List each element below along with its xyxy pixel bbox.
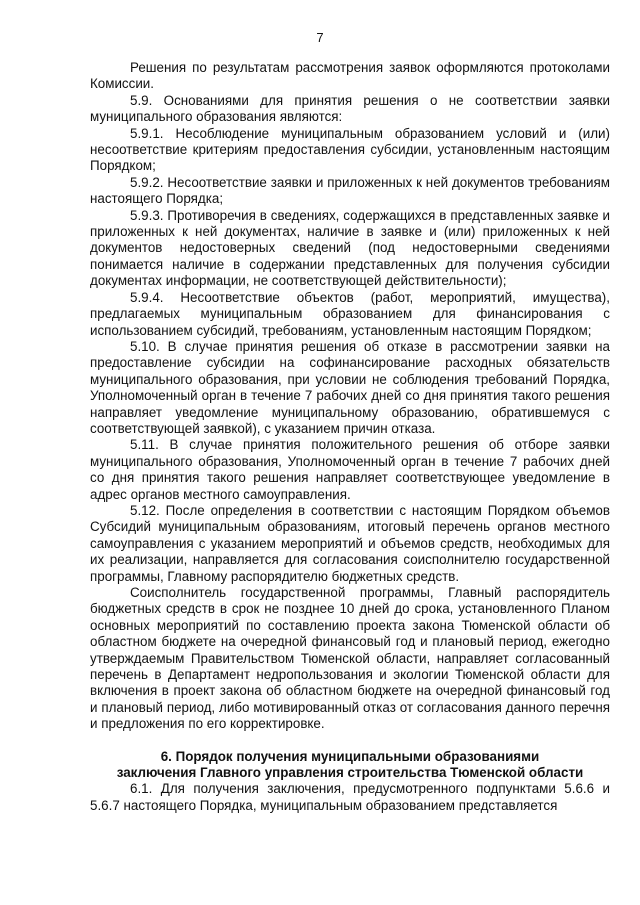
section-heading-line-1: 6. Порядок получения муниципальными образованиями: [160, 748, 540, 764]
document-body: [90, 60, 610, 814]
section-heading-line-2: заключения Главного управления строительства Тюменской области: [116, 765, 584, 781]
page-number: 7: [316, 30, 324, 45]
paragraph: 5.9. Основаниями для принятия решения о не соответствии заявки муниципального образования являются:: [90, 92, 610, 125]
paragraph: 5.9.2. Несоответствие заявки и приложенных к ней документов требованиям настоящего Порядка;: [90, 174, 610, 207]
paragraph: 5.9.1. Несоблюдение муниципальным образованием условий и (или) несоответствие критериям предоставления субсидии, установленным настоящим Порядком;: [90, 125, 610, 174]
paragraph: 5.11. В случае принятия положительного решения об отборе заявки муниципального образования, Уполномоченный орган в течение 7 рабочих дней со дня принятия такого решения направляет соответствующее уведомление в адрес органов местного самоуправления.: [90, 437, 610, 502]
paragraph: 5.9.4. Несоответствие объектов (работ, мероприятий, имущества), предлагаемых муниципальным образованием для финансирования с использованием субсидий, требованиям, установленным настоящим Порядком;: [90, 289, 610, 338]
paragraph: 5.10. В случае принятия решения об отказе в рассмотрении заявки на предоставление субсидии на софинансирование расходных обязательств муниципального образования, при условии не соблюдения требований Порядка, Уполномоченный орган в течение 7 рабочих дней со дня принятия такого решения направляет уведомление муниципальному образованию, обратившемуся с соответствующей заявкой), с указанием причин отказа.: [90, 338, 610, 436]
paragraph: 5.12. После определения в соответствии с настоящим Порядком объемов Субсидий муниципальным образованиям, итоговый перечень органов местного самоуправления с указанием мероприятий и объемов средств, необходимых для их реализации, направляется для согласования соисполнителю государственной программы, Главному распорядителю бюджетных средств.: [90, 502, 610, 584]
section-heading: [90, 749, 610, 782]
paragraph: Решения по результатам рассмотрения заявок оформляются протоколами Комиссии.: [90, 60, 610, 92]
paragraph: Соисполнитель государственной программы, Главный распорядитель бюджетных средств в срок не позднее 10 дней до срока, установленного Планом основных мероприятий по составлению проекта закона Тюменской области об областном бюджете на очередной финансовый год и плановый период, ежегодно утверждаемым Правительством Тюменской области, направляет согласованный перечень в Департамент недропользования и экологии Тюменской области для включения в проект закона об областном бюджете на очередной финансовый год и плановый период, либо мотивированный отказ от согласования данного перечня и предложения по его корректировке.: [90, 585, 610, 732]
paragraph: 6.1. Для получения заключения, предусмотренного подпунктами 5.6.6 и 5.6.7 настоящего Порядка, муниципальным образованием представляется: [90, 781, 610, 813]
paragraph: 5.9.3. Противоречия в сведениях, содержащихся в представленных заявке и приложенных к ней документах, наличие в заявке и (или) приложенных к ней документов недостоверных сведений (под недостоверными сведениями понимается наличие в содержании представленных для получения субсидии документах информации, не соответствующей действительности);: [90, 207, 610, 289]
